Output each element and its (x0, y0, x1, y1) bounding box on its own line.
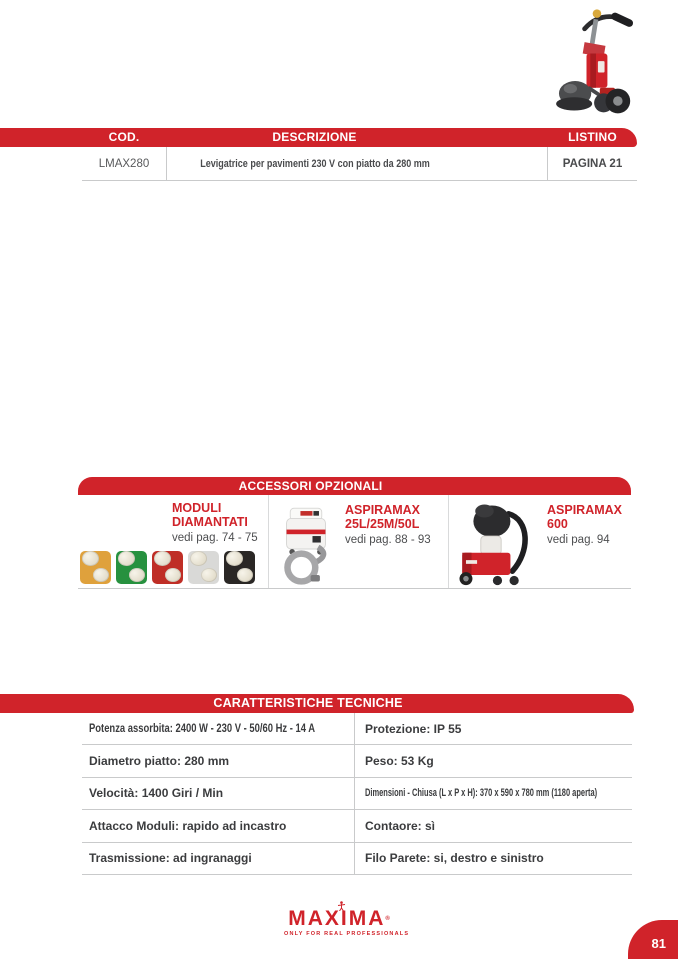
maxima-logo (284, 907, 410, 937)
accessory-title: MODULI DIAMANTATI (172, 501, 248, 529)
spec-potenza: Potenza assorbita: 2400 W - 230 V - 50/60 Hz - 14 A (89, 722, 316, 735)
accessory-page-ref: vedi pag. 94 (547, 534, 610, 546)
diamond-modules-image (80, 551, 255, 584)
accessory-aspiramax-600 (448, 495, 631, 588)
trademark-symbol: ® (385, 916, 392, 922)
spec-trasmissione: Trasmissione: ad ingranaggi (89, 851, 252, 866)
spec-protezione: Protezione: IP 55 (354, 713, 632, 744)
tech-specs-table (82, 713, 632, 875)
floor-grinder-image (548, 6, 644, 120)
spec-velocita: Velocità: 1400 Giri / Min (89, 786, 224, 801)
dancer-icon (337, 901, 346, 911)
spec-attacco: Attacco Moduli: rapido ad incastro (89, 818, 287, 833)
wet-dry-vacuum-image (273, 499, 339, 587)
accessories-banner: ACCESSORI OPZIONALI (78, 477, 631, 495)
accessory-aspiramax-vacuum (268, 495, 448, 588)
table-row (82, 843, 632, 875)
module-tile-gray (188, 551, 219, 584)
price-table-header (0, 128, 637, 147)
spec-filo-parete: Filo Parete: si, destro e sinistro (354, 843, 632, 874)
brand-tagline: ONLY FOR REAL PROFESSIONALS (284, 931, 410, 937)
accessories-body (78, 495, 631, 589)
table-row (82, 778, 632, 810)
accessory-page-ref: vedi pag. 74 - 75 (172, 532, 258, 544)
table-row (82, 745, 632, 777)
page-number: 81 (651, 936, 666, 951)
optional-accessories-section (78, 477, 631, 590)
tech-specs-banner: CARATTERISTICHE TECNICHE (0, 694, 634, 713)
spec-diametro: Diametro piatto: 280 mm (89, 754, 230, 769)
table-row (82, 147, 637, 181)
product-listino-page: PAGINA 21 (562, 157, 623, 170)
product-code: LMAX280 (98, 157, 150, 170)
table-row (82, 713, 632, 745)
module-tile-red (152, 551, 183, 584)
table-row (82, 810, 632, 842)
page-number-badge (628, 920, 678, 959)
module-tile-black (224, 551, 255, 584)
spec-dimensioni: Dimensioni - Chiusa (L x P x H): 370 x 590 x 780 mm (1180 aperta) (354, 778, 632, 809)
dust-extractor-image (451, 499, 543, 587)
spec-contaore: Contaore: sì (354, 810, 632, 841)
module-tile-green (116, 551, 147, 584)
col-header-cod: COD. (108, 130, 140, 144)
module-tile-orange (80, 551, 111, 584)
spec-peso: Peso: 53 Kg (354, 745, 632, 776)
accessory-title: ASPIRAMAX 600 (547, 503, 623, 531)
accessory-title: ASPIRAMAX 25L/25M/50L (345, 503, 421, 531)
col-header-descrizione: DESCRIZIONE (272, 130, 357, 144)
accessory-diamond-modules (78, 495, 268, 588)
brand-name: MAXIMA (288, 907, 386, 930)
col-header-listino: LISTINO (568, 130, 617, 144)
accessory-page-ref: vedi pag. 88 - 93 (345, 534, 431, 546)
product-description: Levigatrice per pavimenti 230 V con piatto da 280 mm (166, 147, 548, 180)
